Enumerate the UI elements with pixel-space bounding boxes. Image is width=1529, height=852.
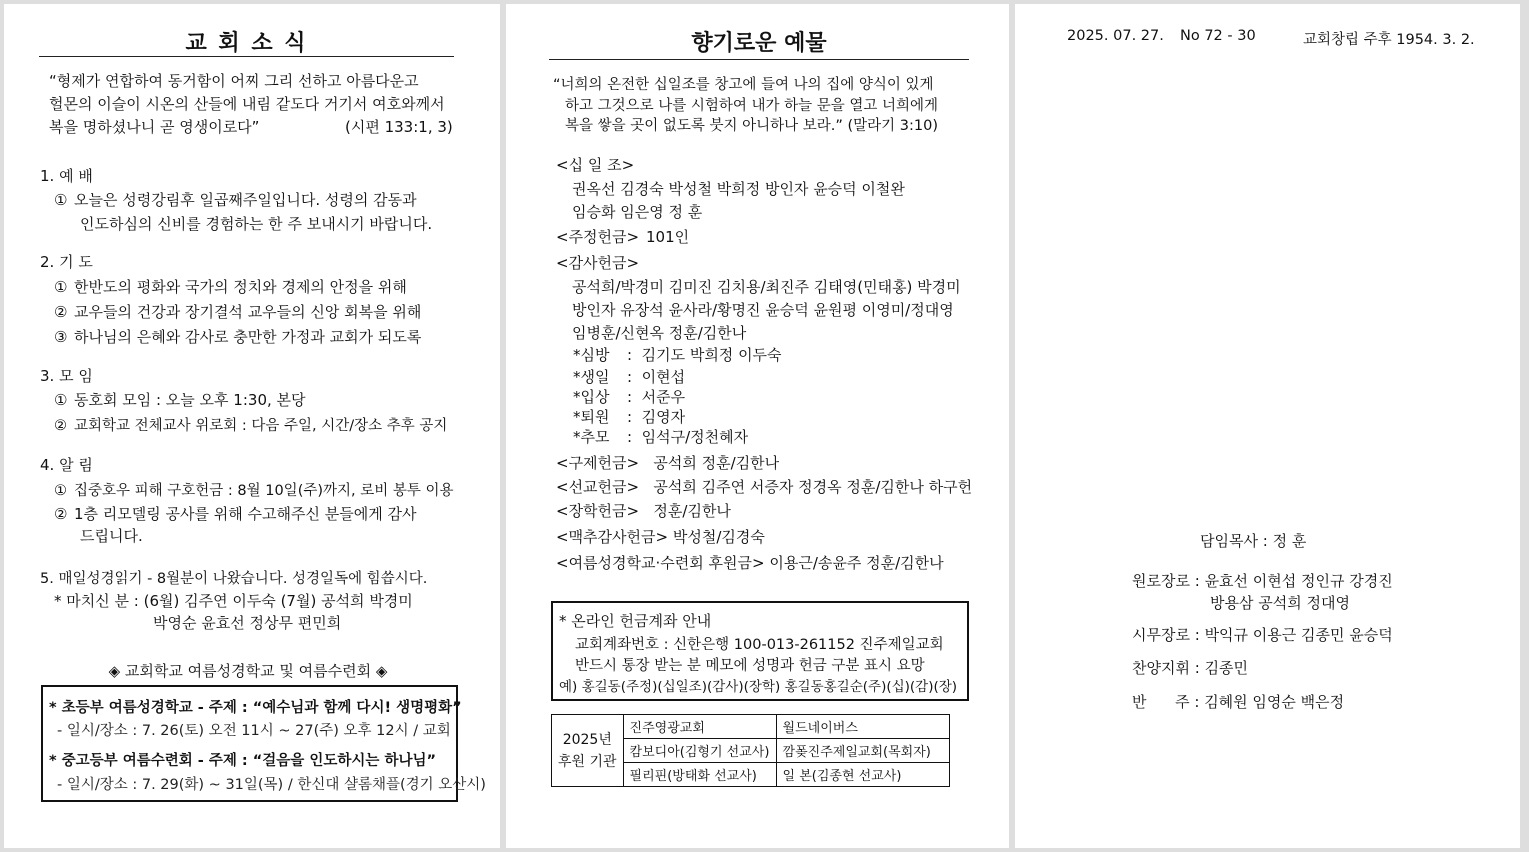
support-cell: 월드네이버스 bbox=[776, 715, 949, 739]
title-divider bbox=[39, 56, 454, 57]
completed-readers-line-1: * 마치신 분 : (6월) 김주연 이두숙 (7월) 공석희 박경미 bbox=[54, 592, 413, 610]
section-notice-heading: 4. 알 림 bbox=[40, 456, 93, 474]
staff-label: 담임목사 bbox=[1200, 532, 1258, 550]
church-founded: 교회창립 주후 1954. 3. 2. bbox=[1303, 32, 1475, 48]
thanks-sub-value: 임석구/정천혜자 bbox=[641, 428, 749, 446]
bulletin-number: No 72 - 30 bbox=[1180, 28, 1256, 44]
scholarship-offering-names: 정훈/김한나 bbox=[653, 502, 731, 520]
weekly-offering-count: 101인 bbox=[646, 228, 690, 246]
staff-active-elders: 시무장로 : 박익규 이용근 김종민 윤승덕 bbox=[1132, 626, 1393, 644]
church-news-title: 교 회 소 식 bbox=[185, 30, 308, 56]
support-cell: 깜퐂진주제일교회(목회자) bbox=[776, 739, 949, 763]
prayer-item-1 bbox=[54, 276, 407, 297]
malachi-verse-line-3: 복을 쌓을 곳이 없도록 붓지 아니하나 보라.” (말라기 3:10) bbox=[565, 118, 939, 134]
camp-youth-detail: - 일시/장소 : 7. 29(화) ~ 31일(목) / 한신대 샬롬채플(경기 오산시) bbox=[57, 777, 486, 793]
thanks-sub-birthday: *생일 : 이현섭 bbox=[573, 368, 686, 386]
item-bullet: ① bbox=[54, 391, 68, 409]
camp-youth-title: * 중고등부 여름수련회 - 주제 : “걸음을 인도하시는 하나님” bbox=[49, 753, 436, 769]
scholarship-offering-label: <장학헌금> bbox=[556, 502, 640, 520]
thanks-sub-award: *입상 : 서준우 bbox=[573, 388, 686, 406]
psalm-verse-line-3: 복을 명하셨나니 곧 영생이로다” bbox=[49, 118, 260, 136]
staff-names: 정 훈 bbox=[1272, 532, 1307, 550]
item-bullet: ① bbox=[54, 483, 67, 499]
thanks-offering-heading: <감사헌금> bbox=[556, 254, 640, 272]
worship-item-1 bbox=[54, 189, 417, 210]
section-worship-heading: 1. 예 배 bbox=[40, 167, 93, 185]
staff-names: 박익규 이용근 김종민 윤승덕 bbox=[1204, 626, 1393, 644]
memo-instruction: 반드시 통장 받는 분 메모에 성명과 헌금 구분 표시 요망 bbox=[575, 658, 925, 674]
thanks-sub-label: *생일 bbox=[573, 368, 610, 386]
bulletin-date: 2025. 07. 27. bbox=[1067, 28, 1164, 44]
summer-camp-title: ◈ 교회학교 여름성경학교 및 여름수련회 ◈ bbox=[108, 662, 388, 680]
thanks-sub-label: *입상 bbox=[573, 388, 610, 406]
memo-example: 예) 홍길동(주정)(십일조)(감사)(장학) 홍길동홍길순(주)(십)(감)(장) bbox=[559, 679, 958, 695]
relief-offering-label: <구제헌금> bbox=[556, 454, 640, 472]
notice-item-2-line-1: 1층 리모델링 공사를 위해 수고해주신 분들에게 감사 bbox=[74, 505, 417, 523]
item-bullet: ② bbox=[54, 418, 67, 434]
scholarship-offering bbox=[556, 500, 731, 521]
notice-item-1 bbox=[54, 479, 454, 500]
summer-support-names: 이용근/송윤주 정훈/김한나 bbox=[769, 554, 944, 572]
daily-bible-reading: 5. 매일성경읽기 - 8월분이 나왔습니다. 성경일독에 힘씁시다. bbox=[40, 571, 428, 587]
camp-elementary-detail: - 일시/장소 : 7. 26(토) 오전 11시 ~ 27(주) 오후 12시 / 교회 bbox=[57, 723, 451, 739]
meeting-item-1 bbox=[54, 389, 306, 410]
item-bullet: ① bbox=[54, 191, 68, 209]
staff-choir-director: 찬양지휘 : 김종민 bbox=[1132, 659, 1249, 677]
summer-support-label: <여름성경학교·수련회 후원금> bbox=[556, 554, 765, 572]
support-institutions-table bbox=[551, 714, 950, 787]
tithe-names-line-2: 임승화 임은영 정 훈 bbox=[572, 203, 703, 221]
weekly-offering-heading: <주정헌금> bbox=[556, 228, 640, 246]
psalm-verse-line-1: “형제가 연합하여 동거함이 어찌 그리 선하고 아름다운고 bbox=[49, 72, 419, 90]
staff-label: 원로장로 bbox=[1132, 572, 1190, 590]
staff-names: 김혜원 임영순 백은정 bbox=[1204, 693, 1345, 711]
harvest-thanks-offering bbox=[556, 526, 765, 547]
meeting-item-1-text: 동호회 모임 : 오늘 오후 1:30, 본당 bbox=[74, 391, 306, 409]
thanks-sub-value: 서준우 bbox=[641, 388, 686, 406]
church-info-panel bbox=[1015, 4, 1520, 848]
title-divider bbox=[549, 59, 969, 60]
thanks-sub-label: *추모 bbox=[573, 428, 610, 446]
item-bullet: ② bbox=[54, 303, 68, 321]
relief-offering bbox=[556, 452, 779, 473]
prayer-item-1-text: 한반도의 평화와 국가의 정치와 경제의 안정을 위해 bbox=[74, 278, 407, 296]
notice-item-2-line-2: 드립니다. bbox=[80, 527, 143, 545]
support-year: 2025년 bbox=[562, 731, 612, 748]
harvest-thanks-label: <맥추감사헌금> bbox=[556, 528, 669, 546]
prayer-item-2-text: 교우들의 건강과 장기결석 교우들의 신앙 회복을 위해 bbox=[74, 303, 422, 321]
worship-item-1-line-2: 인도하심의 신비를 경험하는 한 주 보내시기 바랍니다. bbox=[80, 215, 433, 233]
support-cell: 일 본(김종현 선교사) bbox=[776, 763, 949, 787]
offerings-title: 향기로운 예물 bbox=[691, 30, 827, 56]
offerings-panel bbox=[506, 4, 1009, 848]
section-meeting-heading: 3. 모 임 bbox=[40, 367, 93, 385]
summer-support-offering bbox=[556, 552, 944, 573]
table-row bbox=[552, 715, 950, 739]
staff-label: 시무장로 bbox=[1132, 626, 1190, 644]
item-bullet: ① bbox=[54, 278, 68, 296]
mission-offering-names: 공석희 김주연 서증자 정경옥 정훈/김한나 하구헌 bbox=[653, 478, 973, 496]
tithe-names-line-1: 권옥선 김경숙 박성철 박희정 방인자 윤승덕 이철완 bbox=[572, 180, 905, 198]
mission-offering-label: <선교헌금> bbox=[556, 478, 640, 496]
thanks-names-line-3: 임병훈/신현옥 정훈/김한나 bbox=[572, 324, 747, 342]
psalm-verse-line-2: 헐몬의 이슬이 시온의 산들에 내림 같도다 거기서 여호와께서 bbox=[49, 95, 445, 113]
support-cell: 캄보디아(김형기 선교사) bbox=[623, 739, 776, 763]
malachi-verse-line-2: 하고 그것으로 나를 시험하여 내가 하늘 문을 열고 너희에게 bbox=[565, 98, 939, 114]
staff-elders-emeritus-line-2: 방용삼 공석희 정대영 bbox=[1210, 594, 1350, 612]
malachi-verse-line-1: “너희의 온전한 십일조를 창고에 들여 나의 집에 양식이 있게 bbox=[553, 77, 934, 93]
support-label: 후원 기관 bbox=[558, 753, 617, 770]
prayer-item-3-text: 하나님의 은혜와 감사로 충만한 가정과 교회가 되도록 bbox=[74, 328, 422, 346]
thanks-names-line-1: 공석희/박경미 김미진 김치용/최진주 김태영(민태홍) 박경미 bbox=[572, 278, 961, 296]
church-news-panel bbox=[4, 4, 500, 848]
psalm-verse-reference: (시편 133:1, 3) bbox=[345, 118, 453, 136]
thanks-sub-label: *퇴원 bbox=[573, 408, 610, 426]
support-label-cell bbox=[552, 715, 624, 787]
online-offering-box bbox=[551, 601, 969, 701]
staff-names: 김종민 bbox=[1204, 659, 1249, 677]
summer-camp-box bbox=[41, 685, 486, 802]
thanks-sub-value: 이현섭 bbox=[641, 368, 686, 386]
thanks-sub-memorial: *추모 : 임석구/정천혜자 bbox=[573, 428, 749, 446]
camp-elementary-title: * 초등부 여름성경학교 - 주제 : “예수님과 함께 다시! 생명평화” bbox=[49, 700, 462, 716]
relief-offering-names: 공석희 정훈/김한나 bbox=[653, 454, 780, 472]
prayer-item-3 bbox=[54, 326, 421, 347]
staff-label: 찬양지휘 bbox=[1132, 659, 1190, 677]
thanks-sub-discharge: *퇴원 : 김영자 bbox=[573, 408, 686, 426]
staff-elders-emeritus: 원로장로 : 윤효선 이현섭 정인규 강경진 bbox=[1132, 572, 1393, 590]
item-bullet: ② bbox=[54, 505, 68, 523]
mission-offering bbox=[556, 476, 972, 497]
staff-names: 윤효선 이현섭 정인규 강경진 bbox=[1204, 572, 1393, 590]
worship-item-1-line-1: 오늘은 성령강림후 일곱째주일입니다. 성령의 감동과 bbox=[74, 191, 417, 209]
staff-label: 반 주 bbox=[1132, 693, 1190, 711]
support-cell: 진주영광교회 bbox=[623, 715, 776, 739]
thanks-names-line-2: 방인자 유장석 윤사라/황명진 윤승덕 윤원평 이영미/정대영 bbox=[572, 301, 954, 319]
meeting-item-2-text: 교회학교 전체교사 위로회 : 다음 주일, 시간/장소 추후 공지 bbox=[74, 418, 448, 434]
notice-item-2 bbox=[54, 503, 416, 524]
tithe-heading: <십 일 조> bbox=[556, 156, 635, 174]
online-offering-title: * 온라인 헌금계좌 안내 bbox=[559, 612, 712, 630]
section-prayer-heading: 2. 기 도 bbox=[40, 253, 93, 271]
staff-accompanists: 반 주 : 김혜원 임영순 백은정 bbox=[1132, 693, 1345, 711]
support-cell: 필리핀(방태화 선교사) bbox=[623, 763, 776, 787]
harvest-thanks-names: 박성철/김경숙 bbox=[672, 528, 765, 546]
thanks-sub-value: 김영자 bbox=[641, 408, 686, 426]
staff-senior-pastor: 담임목사 : 정 훈 bbox=[1200, 532, 1307, 550]
meeting-item-2 bbox=[54, 414, 447, 435]
bank-account-info: 교회계좌번호 : 신한은행 100-013-261152 진주제일교회 bbox=[575, 637, 944, 653]
thanks-sub-label: *심방 bbox=[573, 346, 610, 364]
notice-item-1-text: 집중호우 피해 구호헌금 : 8월 10일(주)까지, 로비 봉투 이용 bbox=[74, 483, 454, 499]
completed-readers-line-2: 박영순 윤효선 정상무 편민희 bbox=[153, 614, 342, 632]
thanks-sub-visit: *심방 : 김기도 박희정 이두숙 bbox=[573, 346, 782, 364]
item-bullet: ③ bbox=[54, 328, 68, 346]
thanks-sub-value: 김기도 박희정 이두숙 bbox=[641, 346, 782, 364]
prayer-item-2 bbox=[54, 301, 421, 322]
